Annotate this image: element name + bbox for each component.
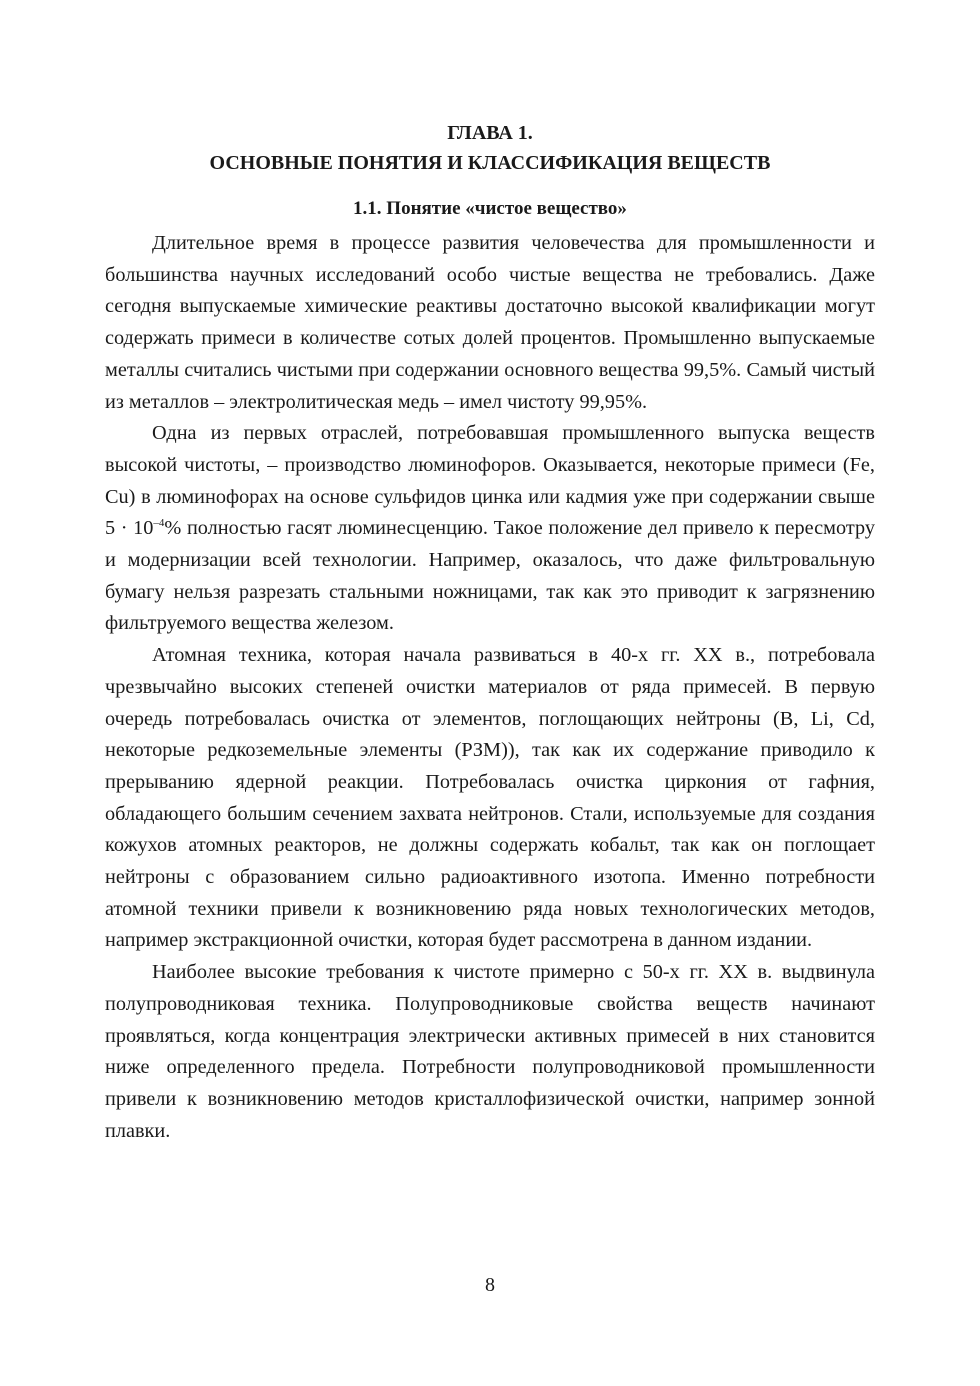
paragraph-3: Атомная техника, которая начала развиваться в 40-х гг. XX в., потребовала чрезвычайно высоких степеней очистки материалов от ряда примесей. В первую очередь потребовалась очистка от элементов, поглощающих нейтроны (B, Li, Cd, некоторые редкоземельные элементы (РЗМ)), так как их содержание приводило к прерыванию ядерной реакции. Потребовалась очистка циркония от гафния, обладающего большим сечением захвата нейтронов. Стали, используемые для создания кожухов атомных реакторов, не должны содержать кобальт, так как он поглощает нейтроны с образованием сильно радиоактивного изотопа. Именно потребности атомной техники привели к возникновению ряда новых технологических методов, например экстракционной очистки, которая будет рассмотрена в данном издании. [105, 644, 875, 952]
chapter-title: ОСНОВНЫЕ ПОНЯТИЯ И КЛАССИФИКАЦИЯ ВЕЩЕСТВ [209, 152, 771, 174]
chapter-label: ГЛАВА 1. [447, 122, 533, 144]
page-number: 8 [485, 1274, 495, 1296]
paragraph-2-text-before: Одна из первых отраслей, потребовавшая промышленного выпуска веществ высокой чистоты, – производство люминофоров. Оказывается, некоторые примеси (Fe, Cu) в люминофорах на основе сульфидов цинка или кадмия уже при содержании свыше 5 · 10 [105, 422, 875, 540]
paragraph-1: Длительное время в процессе развития человечества для промышленности и большинства научных исследований особо чистые вещества не требовались. Даже сегодня выпускаемые химические реактивы достаточно высокой квалификации могут содержать примеси в количестве сотых долей процентов. Промышленно выпускаемые металлы считались чистыми при содержании основного вещества 99,5%. Самый чистый из металлов – электролитическая медь – имел чистоту 99,95%. [105, 232, 875, 413]
paragraph-2 [105, 418, 875, 640]
paragraph-2-exponent: –4 [153, 517, 165, 530]
page-content [105, 118, 875, 1147]
section-title: 1.1. Понятие «чистое вещество» [353, 198, 627, 219]
paragraph-2-text-after: % полностью гасят люминесценцию. Такое положение дел привело к пересмотру и модернизации всей технологии. Например, оказалось, что даже фильтровальную бумагу нельзя разрезать стальными ножницами, так как это приводит к загрязнению фильтруемого вещества железом. [105, 517, 875, 635]
paragraph-4: Наиболее высокие требования к чистоте примерно с 50-х гг. XX в. выдвинула полупроводниковая техника. Полупроводниковые свойства веществ начинают проявляться, когда концентрация электрически активных примесей в них становится ниже определенного предела. Потребности полупроводниковой промышленности привели к возникновению методов кристаллофизической очистки, например зонной плавки. [105, 961, 875, 1142]
